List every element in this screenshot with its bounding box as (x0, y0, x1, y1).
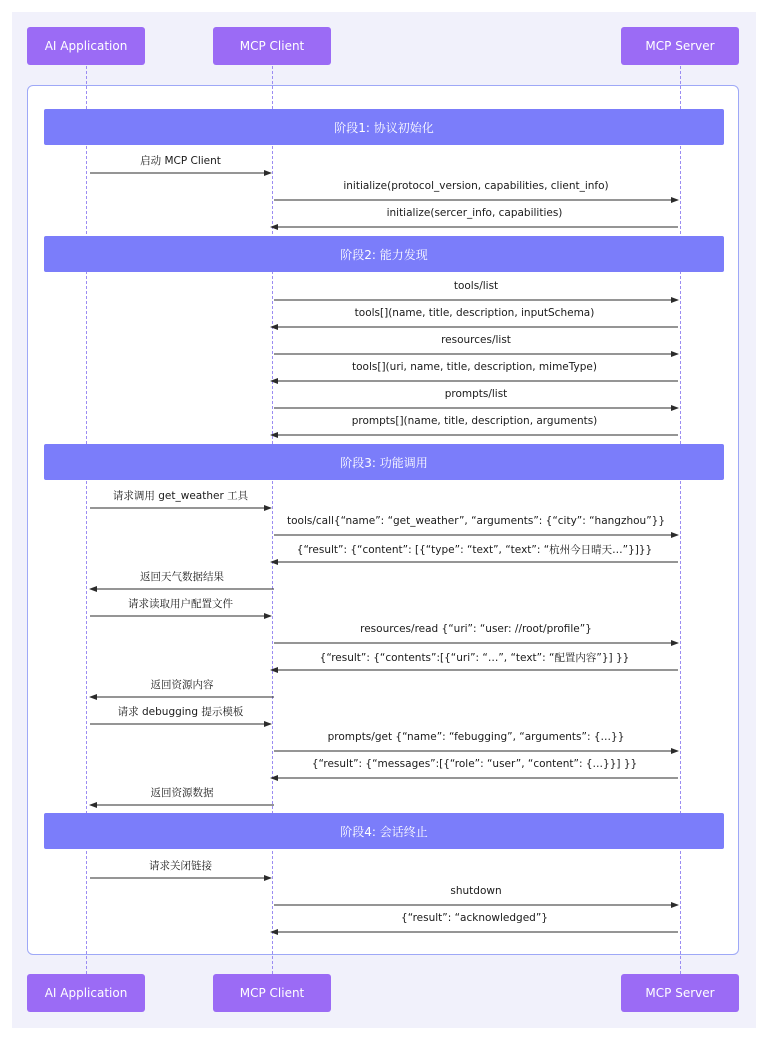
message-label: tools/call{“name”: “get_weather”, “arguments”: {“city”: “hangzhou”}} (286, 515, 666, 527)
phase-4-bar: 阶段4: 会话终止 (44, 813, 724, 849)
message-label: prompts/get {“name”: “febugging”, “arguments”: {…}} (327, 731, 625, 743)
message-label: 请求调用 get_weather 工具 (112, 490, 249, 502)
message-label: 返回资源数据 (150, 787, 214, 799)
message-label: 启动 MCP Client (140, 155, 221, 167)
participant-client-top: MCP Client (213, 27, 331, 65)
message-label: initialize(protocol_version, capabilities, client_info) (343, 180, 609, 192)
participant-server-bottom: MCP Server (621, 974, 739, 1012)
message-label: initialize(sercer_info, capabilities) (386, 207, 563, 219)
participant-server-top: MCP Server (621, 27, 739, 65)
phase-1-bar: 阶段1: 协议初始化 (44, 109, 724, 145)
message-label: shutdown (450, 885, 502, 897)
message-label: resources/read {“uri”: “user: //root/profile”} (360, 623, 592, 635)
message-label: tools/list (453, 280, 499, 292)
message-label: tools[](name, title, description, inputSchema) (354, 307, 595, 319)
phase-2-bar: 阶段2: 能力发现 (44, 236, 724, 272)
message-label: 请求关闭链接 (149, 860, 212, 872)
participant-app-top: AI Application (27, 27, 145, 65)
message-label: {“result”: {“contents”:[{“uri”: “…”, “text”: “配置内容”}] }} (319, 652, 630, 664)
message-label: {“result”: “acknowledged”} (401, 912, 548, 924)
message-label: 返回天气数据结果 (140, 571, 224, 583)
participant-client-bottom: MCP Client (213, 974, 331, 1012)
message-label: resources/list (441, 334, 511, 346)
message-label: {“result”: {“messages”:[{“role”: “user”, “content”: {…}}] }} (311, 758, 638, 770)
message-label: 返回资源内容 (150, 679, 214, 691)
message-label: 请求 debugging 提示模板 (117, 706, 244, 718)
message-label: {“result”: {“content”: [{“type”: “text”, “text”: “杭州今日晴天…”}]}} (296, 544, 653, 556)
message-label: tools[](uri, name, title, description, mimeType) (352, 361, 597, 373)
phase-3-bar: 阶段3: 功能调用 (44, 444, 724, 480)
message-label: prompts[](name, title, description, arguments) (351, 415, 598, 427)
participant-app-bottom: AI Application (27, 974, 145, 1012)
message-label: prompts/list (444, 388, 508, 400)
message-label: 请求读取用户配置文件 (128, 598, 233, 610)
